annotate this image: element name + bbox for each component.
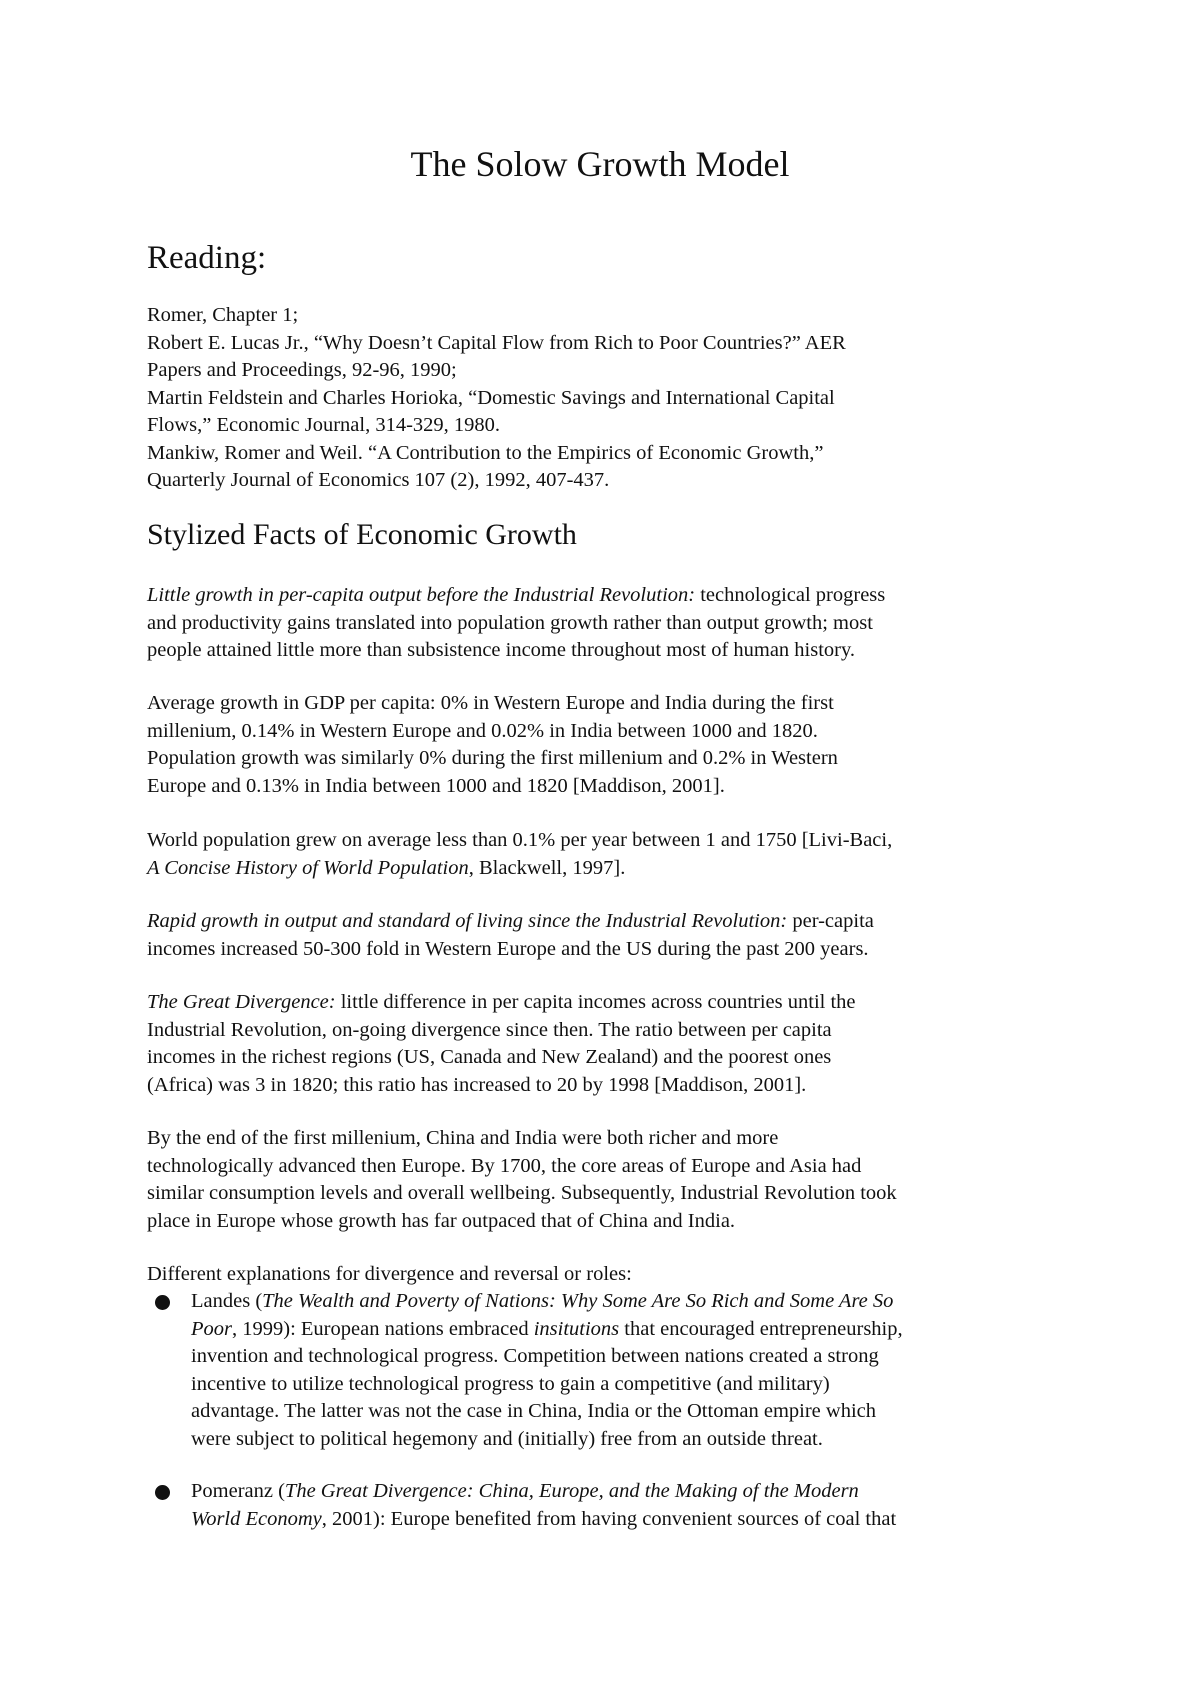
paragraph-text: (Africa) was 3 in 1820; this ratio has increased to 20 by 1998 [Maddison, 2001]. (147, 1073, 807, 1096)
paragraph-text: incomes in the richest regions (US, Canada and New Zealand) and the poorest ones (147, 1046, 832, 1068)
paragraph-text: place in Europe whose growth has far outpaced that of China and India. (147, 1209, 736, 1232)
paragraph-text: technologically advanced then Europe. By 1700, the core areas of Europe and Asia had (147, 1154, 862, 1177)
reading-line: Flows,” Economic Journal, 314-329, 1980. (147, 414, 501, 436)
book-title-italic: Poor (191, 1317, 232, 1340)
document-title: The Solow Growth Model (410, 144, 790, 184)
reading-list (147, 302, 1077, 495)
paragraph-text: Average growth in GDP per capita: 0% in Western Europe and India during the first (147, 692, 834, 714)
paragraph-text: Different explanations for divergence and reversal or roles: (147, 1263, 632, 1285)
reading-line: Papers and Proceedings, 92-96, 1990; (147, 359, 457, 381)
paragraph-rapid-growth (147, 908, 1077, 963)
paragraph-world-population (147, 827, 1077, 882)
paragraph-text: Industrial Revolution, on-going divergence since then. The ratio between per capita (147, 1018, 832, 1041)
paragraph-text: Europe and 0.13% in India between 1000 and 1820 [Maddison, 2001]. (147, 774, 725, 797)
bullet-text-span: that encouraged entrepreneurship, (619, 1317, 903, 1340)
bullet-dot-icon (155, 1295, 170, 1310)
paragraph-text: little difference in per capita incomes across countries until the (335, 991, 856, 1013)
bullet-text-line: invention and technological progress. Competition between nations created a strong (191, 1345, 879, 1367)
paragraph-text: , Blackwell, 1997]. (468, 856, 626, 879)
reading-line: Quarterly Journal of Economics 107 (2), 1992, 407-437. (147, 469, 610, 491)
reading-line: Romer, Chapter 1; (147, 304, 299, 326)
bullet-text-span: Pomeranz ( (191, 1480, 285, 1502)
paragraph-text: people attained little more than subsistence income throughout most of human history. (147, 639, 856, 661)
paragraph-great-divergence (147, 989, 1077, 1099)
paragraph-text: per-capita (787, 910, 874, 932)
book-title-italic: A Concise History of World Population (147, 856, 469, 879)
paragraph-text: incomes increased 50-300 fold in Western Europe and the US during the past 200 years. (147, 937, 869, 960)
emphasis-italic: insitutions (533, 1317, 620, 1340)
bullet-text-span: Landes ( (191, 1290, 263, 1312)
paragraph-text: Population growth was similarly 0% during the first millenium and 0.2% in Western (147, 747, 838, 769)
bullet-text-span: , 2001): Europe benefited from having convenient sources of coal that (321, 1507, 897, 1530)
bullet-text (191, 1478, 1091, 1533)
book-title-italic: World Economy (191, 1507, 322, 1530)
paragraph-little-growth (147, 582, 1077, 665)
paragraph-lead-italic: Rapid growth in output and standard of living since the Industrial Revolution: (147, 910, 788, 932)
reading-heading: Reading: (147, 240, 267, 276)
paragraph-text: World population grew on average less than 0.1% per year between 1 and 1750 [Livi-Baci, (147, 829, 893, 851)
paragraph-first-millenium (147, 1125, 1077, 1235)
paragraph-text: By the end of the first millenium, China and India were both richer and more (147, 1127, 779, 1149)
stylized-facts-heading: Stylized Facts of Economic Growth (147, 518, 577, 551)
paragraph-gdp-growth (147, 690, 1077, 800)
reading-line: Robert E. Lucas Jr., “Why Doesn’t Capital Flow from Rich to Poor Countries?” AER (147, 331, 846, 354)
reading-line: Martin Feldstein and Charles Horioka, “Domestic Savings and International Capital (147, 386, 835, 409)
bullet-text-line: were subject to political hegemony and (initially) free from an outside threat. (191, 1427, 823, 1450)
paragraph-lead-italic: The Great Divergence: (147, 991, 336, 1013)
bullet-dot-icon (155, 1485, 170, 1500)
paragraph-text: similar consumption levels and overall wellbeing. Subsequently, Industrial Revolution took (147, 1182, 897, 1204)
bullet-text-line: advantage. The latter was not the case in China, India or the Ottoman empire which (191, 1400, 877, 1422)
paragraph-lead-italic: Little growth in per-capita output before the Industrial Revolution: (147, 584, 696, 606)
bullet-text (191, 1288, 1091, 1453)
book-title-italic: The Wealth and Poverty of Nations: Why Some Are So Rich and Some Are So (262, 1290, 894, 1312)
paragraph-explanations-intro (147, 1261, 1077, 1289)
bullet-text-span: , 1999): European nations embraced (232, 1317, 534, 1340)
reading-line: Mankiw, Romer and Weil. “A Contribution to the Empirics of Economic Growth,” (147, 441, 824, 464)
bullet-text-line: incentive to utilize technological progress to gain a competitive (and military) (191, 1372, 830, 1395)
paragraph-text: technological progress (695, 584, 886, 606)
paragraph-text: and productivity gains translated into population growth rather than output growth; most (147, 611, 873, 634)
book-title-italic: The Great Divergence: China, Europe, and the Making of the Modern (284, 1480, 859, 1502)
paragraph-text: millenium, 0.14% in Western Europe and 0.02% in India between 1000 and 1820. (147, 719, 818, 742)
